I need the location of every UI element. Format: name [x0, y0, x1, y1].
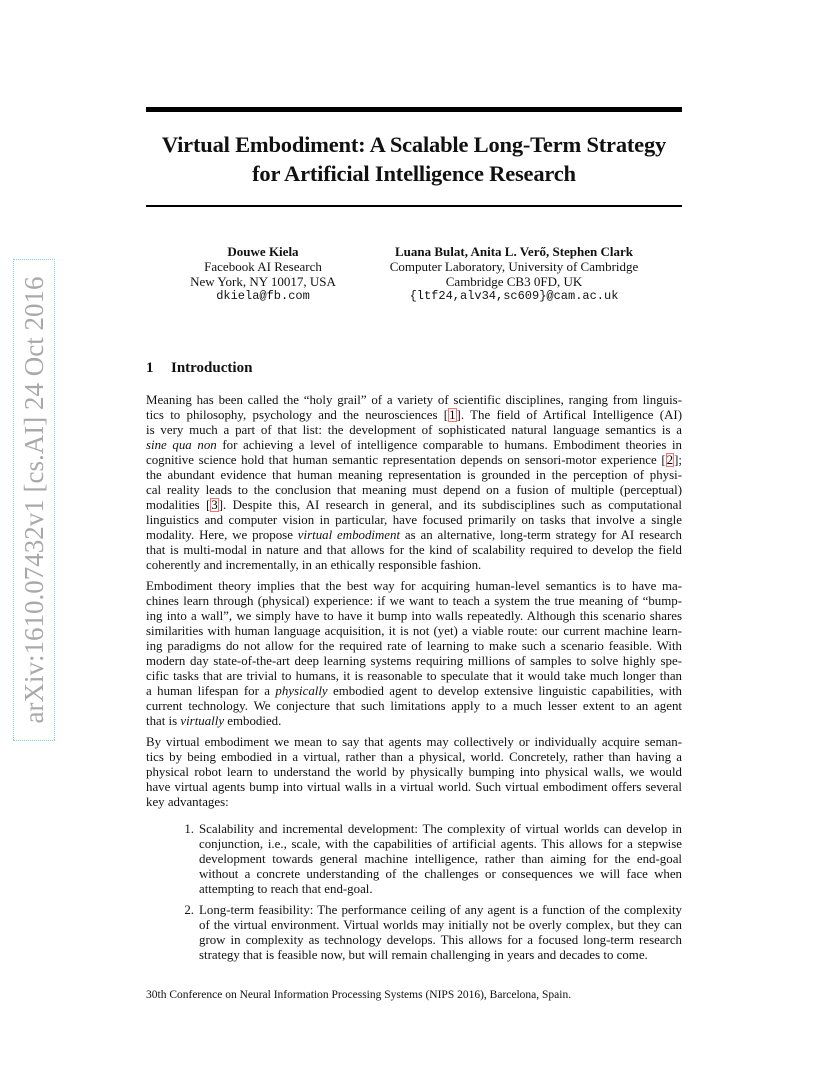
text-span-italic: physically — [275, 684, 328, 698]
conference-footnote: 30th Conference on Neural Information Processing Systems (NIPS 2016), Barcelona, Spain. — [146, 989, 572, 1001]
text-line — [146, 453, 682, 468]
body-text — [146, 393, 682, 963]
author-affiliation: Computer Laboratory, University of Cambridge — [389, 259, 639, 274]
title-rule-bottom — [146, 205, 682, 207]
author-address: Cambridge CB3 0FD, UK — [445, 274, 583, 289]
text-line: grow in complexity as technology develops. This allows for a focused long-term research — [199, 933, 682, 947]
list-item-text — [199, 903, 682, 963]
section-title: Introduction — [171, 360, 253, 376]
author-address: New York, NY 10017, USA — [190, 274, 336, 289]
paragraph-3 — [146, 735, 682, 810]
author-block-2 — [372, 244, 656, 304]
text-span-italic: sine qua non — [146, 438, 217, 452]
list-gap — [146, 810, 682, 822]
paper-title-line-2: for Artificial Intelligence Research — [252, 161, 576, 186]
list-item-text — [199, 822, 682, 897]
paragraph-1 — [146, 393, 682, 573]
text-line: linguistics and computer vision in particular, have focused primarily on tasks that involve a single — [146, 513, 682, 527]
author-affiliation: Facebook AI Research — [204, 259, 322, 274]
list-item — [146, 822, 682, 897]
text-line: cific tasks that are trivial to humans, it is reasonable to speculate that it would take much longer than — [146, 669, 682, 683]
text-line — [146, 438, 682, 453]
citation-link[interactable]: [1] — [443, 408, 461, 422]
author-name: Luana Bulat, Anita L. Verő, Stephen Clark — [394, 244, 634, 259]
arxiv-identifier: arXiv:1610.07432v1 [cs.AI] 24 Oct 2016 — [14, 260, 54, 740]
text-line — [146, 528, 682, 543]
text-line: similarities with human language acquisition, it is not (yet) a viable route: our current machine learn- — [146, 624, 682, 638]
text-line: that is multi-modal in nature and that allows for the kind of scalability required to develop the field — [146, 543, 682, 557]
text-line: physical robot learn to understand the world by physically bumping into physical walls, we would — [146, 765, 682, 779]
author-email[interactable]: {ltf24,alv34,sc609}@cam.ac.uk — [409, 289, 619, 303]
text-span: ; — [678, 453, 682, 467]
text-span-italic: virtual embodiment — [297, 528, 401, 542]
text-line: By virtual embodiment we mean to say that agents may collectively or individually acquire seman- — [146, 735, 682, 749]
text-line — [146, 498, 682, 513]
text-line: ing paradigms do not allow for the required rate of learning to make such a scenario feasible. With — [146, 639, 682, 653]
text-line: Long-term feasibility: The performance ceiling of any agent is a function of the complexity — [199, 903, 682, 917]
text-line: conjunction, i.e., scale, with the capabilities of artificial agents. This allows for a stepwise — [199, 837, 682, 851]
text-span: modalities — [146, 498, 206, 512]
author-block-1 — [168, 244, 358, 304]
text-line: without a concrete understanding of the challenges or consequences we will face when — [199, 867, 682, 881]
text-line: Scalability and incremental development: The complexity of virtual worlds can develop in — [199, 822, 682, 836]
text-line: attempting to reach that end-goal. — [199, 882, 373, 896]
text-line: current technology. We conjecture that such limitations apply to a much lesser extent to an agent — [146, 699, 682, 713]
paragraph-2 — [146, 579, 682, 729]
text-span: embodied. — [224, 714, 282, 728]
text-line: Meaning has been called the “holy grail” of a variety of scientific disciplines, ranging from linguis- — [146, 393, 682, 407]
text-line: is very much a part of that list: the development of sophisticated natural language semantics is a — [146, 423, 682, 437]
text-line: chines learn through (physical) experience: if we want to teach a system the true meaning of “bump- — [146, 594, 682, 608]
text-line — [146, 714, 682, 729]
text-line: of the virtual environment. Virtual worlds may initially not be overly complex, but they can — [199, 918, 682, 932]
text-line: tics by being embodied in a virtual, rather than a physical, world. Concretely, rather than having a — [146, 750, 682, 764]
text-line: have virtual agents bump into virtual walls in a virtual world. Such virtual embodiment offers several — [146, 780, 682, 794]
citation-number[interactable]: 2 — [666, 453, 674, 467]
text-line: coherently and incrementally, in an ethically responsible fashion. — [146, 558, 482, 572]
citation-number[interactable]: 1 — [449, 408, 456, 422]
text-line: modern day state-of-the-art deep learning systems requiring millions of samples to solve highly spe- — [146, 654, 682, 668]
text-span: a human lifespan for a — [146, 684, 276, 698]
text-span: tics to philosophy, psychology and the neurosciences — [146, 408, 444, 422]
text-span: . Despite this, AI research in general, and its subdisciplines such as computational — [223, 498, 682, 512]
text-line: development towards general machine intelligence, rather than aiming for the end-goal — [199, 852, 682, 866]
text-line: strategy that is feasible now, but will remain challenging in years and decades to come. — [199, 948, 648, 962]
text-line: the abundant evidence that human meaning representation is grounded in the perception of physi- — [146, 468, 682, 482]
text-line — [146, 684, 682, 699]
text-span: cognitive science hold that human semantic representation depends on sensori-motor experience — [146, 453, 662, 467]
text-span: that is — [146, 714, 181, 728]
title-rule-top — [146, 107, 682, 112]
text-line: Embodiment theory implies that the best way for acquiring human-level semantics is to have ma- — [146, 579, 682, 593]
section-number: 1 — [146, 360, 154, 376]
text-span: for achieving a level of intelligence comparable to humans. Embodiment theories in — [216, 438, 682, 452]
text-span: modality. Here, we propose — [146, 528, 298, 542]
citation-number[interactable]: 3 — [211, 498, 218, 512]
author-email[interactable]: dkiela@fb.com — [216, 289, 310, 303]
text-line: key advantages: — [146, 795, 229, 809]
text-span: embodied agent to develop extensive linguistic capabilities, with — [327, 684, 682, 698]
text-span-italic: virtually — [180, 714, 225, 728]
text-line: ing into a wall”, we simply have to have it bump into walls repeatedly. Although this scenario shares — [146, 609, 682, 623]
section-heading — [146, 360, 252, 377]
list-marker: 1. — [184, 822, 194, 836]
text-line — [146, 408, 682, 423]
paper-title-line-1: Virtual Embodiment: A Scalable Long-Term Strategy — [161, 132, 667, 157]
text-span: as an alternative, long-term strategy for AI research — [400, 528, 682, 542]
text-span: . The field of Artifical Intelligence (AI) — [460, 408, 682, 422]
paper-title — [146, 130, 682, 188]
text-line: cal reality leads to the conclusion that meaning must depend on a fusion of multiple (perceptual) — [146, 483, 682, 497]
author-name: Douwe Kiela — [227, 244, 299, 259]
citation-link[interactable]: [2] — [661, 453, 679, 467]
list-marker: 2. — [184, 903, 194, 917]
citation-link[interactable]: [3] — [206, 498, 224, 512]
list-item — [146, 903, 682, 963]
